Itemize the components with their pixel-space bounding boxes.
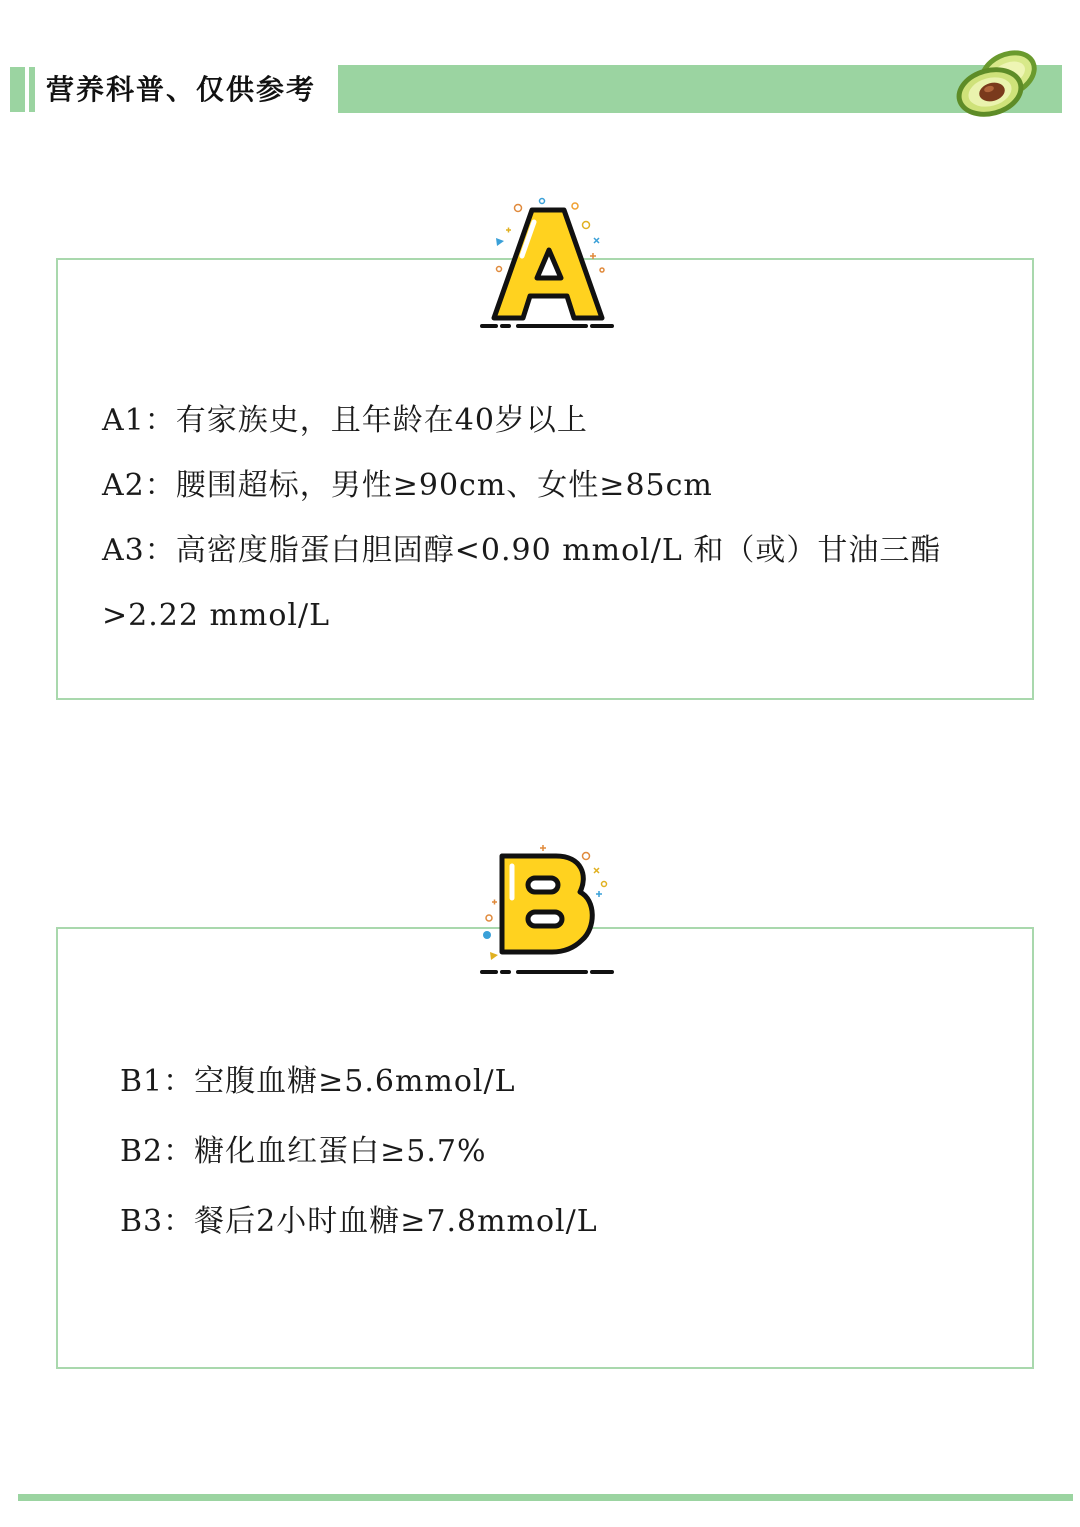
- letter-a-badge: [478, 192, 618, 332]
- header-stripe-thin: [29, 67, 35, 112]
- list-item: A1：有家族史，且年龄在40岁以上: [102, 403, 588, 438]
- header-stripe-left: [10, 67, 25, 112]
- letter-b-badge: [478, 840, 618, 980]
- section-b-list: [120, 1047, 1000, 1257]
- footer-bar: [18, 1494, 1073, 1501]
- list-item: B2：糖化血红蛋白≥5.7%: [120, 1134, 487, 1169]
- page-title: 营养科普、仅供参考: [46, 73, 317, 106]
- section-a-list: [102, 388, 1002, 648]
- list-item: A2：腰围超标，男性≥90cm、女性≥85cm: [102, 468, 713, 503]
- list-item: B1：空腹血糖≥5.6mmol/L: [120, 1064, 516, 1099]
- list-item: B3：餐后2小时血糖≥7.8mmol/L: [120, 1204, 598, 1239]
- avocado-icon: [950, 36, 1042, 122]
- list-item: A3：高密度脂蛋白胆固醇<0.90 mmol/L 和（或）甘油三酯>2.22 mmol/L: [102, 533, 942, 633]
